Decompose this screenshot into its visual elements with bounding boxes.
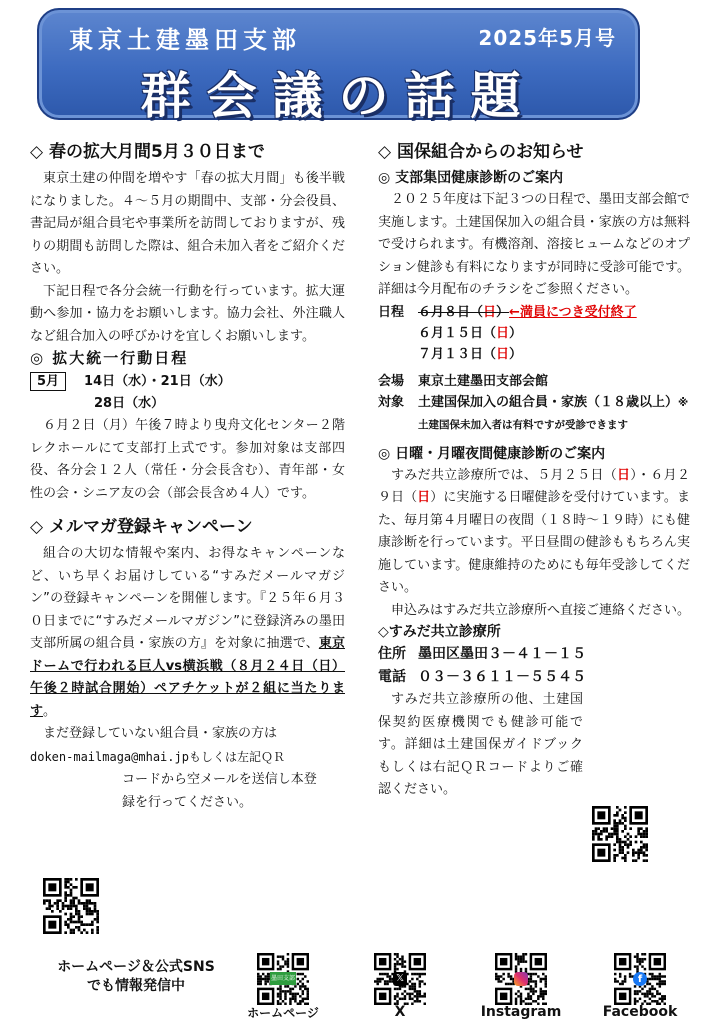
target-row (378, 392, 690, 436)
date-3 (418, 344, 522, 365)
evening-checkup-subtitle: ◎ 日曜・月曜夜間健康診断のご案内 (378, 445, 606, 462)
date-1-text: ６月８日（ (418, 304, 484, 320)
target-key: 対象 (378, 394, 405, 410)
instagram-qr-code[interactable] (495, 953, 547, 1005)
date-2-end: ） (509, 325, 523, 341)
address: 墨田区墨田３－４１－１５ (418, 646, 586, 662)
paragraph: まだ登録していない組合員・家族の方は (43, 726, 278, 741)
paragraph (30, 543, 345, 723)
paragraph: ２０２５年度は下記３つの日程で、墨田支部会館で実施します。土建国保加入の組合員・家族の方は無料で受けられます。有機溶剤、溶接ヒュームなどのオプション健診も有料になりますが同時に受診可能です。詳細は今月配布のチラシをご参照ください。 (378, 192, 690, 297)
footer-line-2: でも情報発信中 (87, 978, 185, 994)
issue-date: 2025年5月号 (478, 26, 616, 50)
sunday-mark: 日 (617, 467, 631, 483)
date-2-sun: 日 (496, 325, 510, 341)
target: 土建国保加入の組合員・家族（１８歳以上） (418, 394, 679, 410)
mail-address: doken-mailmaga@mhai.jpもしくは左記ＱＲ (30, 749, 285, 764)
facebook-caption: Facebook (602, 1004, 678, 1020)
guidebook-qr-code[interactable] (592, 806, 648, 862)
prize-text: 東京ドームで行われる巨人vs横浜戦（８月２４日（日）午後２時試合開始）ペアチケットが２組に当たります (30, 636, 345, 719)
branch-name: 東京土建墨田支部 (69, 26, 301, 54)
instagram-caption: Instagram (480, 1004, 562, 1020)
address-key: 住所 (378, 646, 406, 662)
masthead (37, 8, 640, 125)
tel-row (378, 666, 690, 689)
facebook-qr-code[interactable] (614, 953, 666, 1005)
x-caption: X (394, 1004, 406, 1020)
text: ）・６月２９日（ (378, 467, 690, 505)
date-2-text: ６月１５日（ (418, 325, 497, 341)
homepage-badge: 墨田支部 (270, 972, 296, 985)
date-1-end: ） (496, 304, 510, 320)
phone: ０３－３６１１－５５４５ (418, 669, 586, 685)
text: ）に実施する日曜健診を受付けています。また、毎月第４月曜日の夜間（１８時～１９時）にも健康診断を行っています。平日昼間の健診ももちろん実施しています。健康維持のためにも毎年受診してください。 (378, 490, 691, 595)
text: すみだ共立診療所では、５月２５日（ (391, 467, 617, 483)
x-qr-code[interactable] (374, 953, 426, 1005)
venue: 東京土建墨田支部会館 (418, 373, 549, 389)
paragraph: 東京土建の仲間を増やす「春の拡大月間」も後半戦になりました。４～５月の期間中、支部・分会役員、書記局が組合員宅や事業所を訪問しておりますが、残りの期間も訪問した際は、組合未加入者をご紹介ください。 (30, 171, 345, 276)
paragraph: 申込みはすみだ共立診療所へ直接ご連絡ください。 (391, 602, 691, 618)
punctuation: 。 (43, 703, 57, 719)
date-2 (418, 323, 522, 344)
group-checkup-subtitle: ◎ 支部集団健康診断のご案内 (378, 170, 564, 186)
paragraph: すみだ共立診療所の他、土建国保契約医療機関でも健診可能です。詳細は土建国保ガイドブックもしくは右記ＱＲコードよりご確認ください。 (378, 692, 583, 797)
homepage-qr-code[interactable] (257, 953, 309, 1005)
schedule-key: 日程 (378, 304, 405, 320)
mail-instruction: コードから空メールを送信し本登録を行ってください。 (122, 771, 317, 810)
mailmag-body: 組合の大切な情報や案内、お得なキャンペーンなど、いち早くお届けしている“すみだメールマガジン”の登録キャンペーンを開催します。『２５年６月３０日までに“すみだメールマガジン”に登録済みの墨田支部所属の組合員・家族の方』を対象に抽選で、 (30, 546, 345, 651)
section-mailmag-title: ◇ メルマガ登録キャンペーン (30, 517, 253, 537)
date-1-sun: 日 (483, 304, 497, 320)
left-column (30, 140, 345, 838)
date-3-end: ） (509, 346, 523, 362)
section-spring-campaign-title: ◇ 春の拡大月間5月３０日まで (30, 142, 265, 162)
month-label: 5月 (30, 372, 66, 391)
footer-promo (20, 958, 252, 996)
newsletter-title: 群会議の話題 (140, 66, 537, 125)
address-row (378, 643, 690, 666)
clinic-title: ◇すみだ共立診療所 (378, 624, 501, 640)
instagram-logo-icon (514, 972, 528, 986)
full-notice: ←満員につき受付終了 (509, 304, 637, 320)
schedule-row (378, 302, 690, 323)
section-kokuho-title: ◇ 国保組合からのお知らせ (378, 142, 584, 162)
mail-qr-code[interactable] (43, 878, 99, 934)
date-3-text: ７月１３日（ (418, 346, 497, 362)
qr-code-icon (43, 878, 99, 934)
schedule-row (378, 323, 690, 344)
sunday-mark: 日 (417, 490, 431, 505)
target-note: ※土建国保未加入者は有料ですが受診できます (418, 396, 689, 431)
facebook-logo-icon: f (633, 972, 647, 986)
paragraph: 下記日程で各分会統一行動を行っています。拡大運動へ参加・協力をお願いします。協力会社、外注職人など組合加入の呼びかけを宜しくお願いします。 (30, 283, 345, 344)
homepage-caption: ホームページ (247, 1006, 319, 1020)
schedule-row (378, 344, 690, 365)
paragraph (378, 465, 690, 600)
x-logo-icon: 𝕏 (393, 972, 407, 986)
venue-row (378, 371, 690, 392)
schedule-dates (30, 371, 345, 415)
dates-line-2: 28日（水） (94, 396, 165, 411)
date-1 (418, 305, 509, 320)
schedule-subtitle: ◎ 拡大統一行動日程 (30, 349, 189, 367)
venue-key: 会場 (378, 373, 405, 389)
paragraph: ６月２日（月）午後７時より曳舟文化センター２階レクホールにて支部打上式です。参加対象は支部四役、各分会１２人（常任・分会長含む）、青年部・女性の会・シニア友の会（部会長含め４人）です。 (30, 418, 345, 501)
dates-line-1: 14日（水）・21日（水） (84, 374, 231, 389)
date-3-sun: 日 (496, 346, 510, 362)
right-column (378, 140, 690, 802)
qr-code-icon (592, 806, 648, 862)
footer-line-1: ホームページ＆公式SNS (57, 959, 215, 975)
tel-key: 電話 (378, 669, 406, 685)
